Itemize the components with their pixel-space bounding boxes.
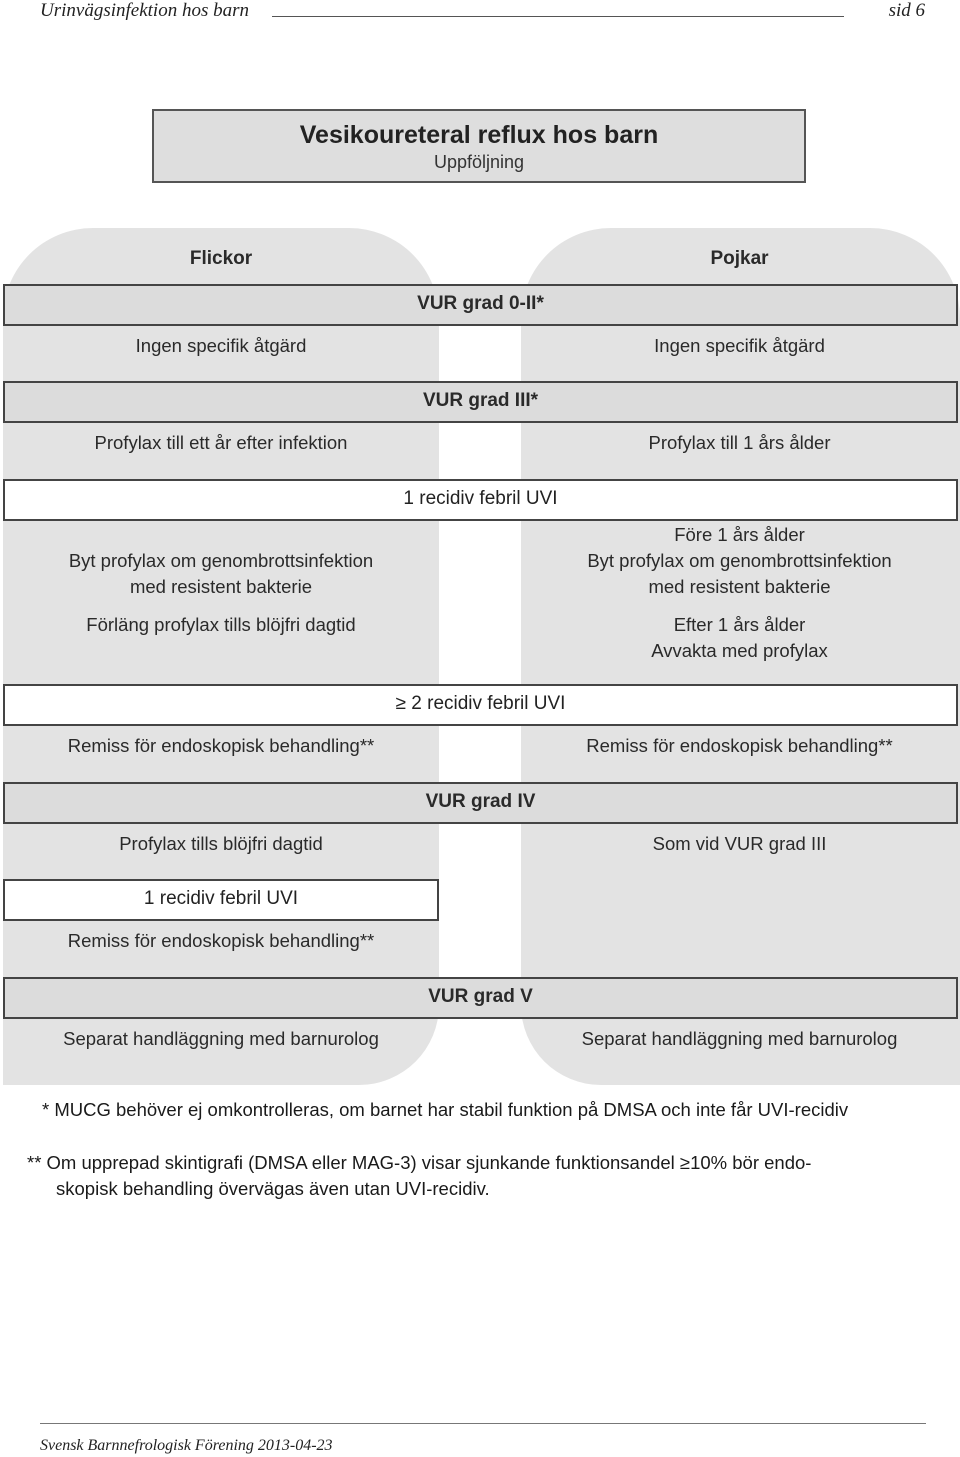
grade-4-recurrence-girls: Remiss för endoskopisk behandling**: [67, 930, 375, 951]
column-heading-girls: Flickor: [189, 248, 253, 269]
footer-rule: [40, 1423, 926, 1424]
page-subtitle: Uppföljning: [433, 152, 525, 172]
recurrence-girls-line-2: med resistent bakterie: [129, 576, 312, 597]
grade-3-girls: Profylax till ett år efter infektion: [94, 432, 348, 453]
section-one-recurrence: 1 recidiv febril UVI: [3, 479, 958, 521]
header-rule: [272, 16, 844, 17]
grade-0-2-girls: Ingen specifik åtgärd: [135, 335, 307, 356]
grade-5-girls: Separat handläggning med barnurolog: [63, 1028, 379, 1049]
footnote-2-line-2: skopisk behandling övervägas även utan UVI-recidiv.: [56, 1178, 490, 1199]
grade-3-boys: Profylax till 1 års ålder: [648, 432, 831, 453]
section-vur-grade-5: VUR grad V: [3, 977, 958, 1019]
title-box: [152, 109, 806, 183]
grade-4-boys: Som vid VUR grad III: [652, 833, 827, 854]
section-vur-grade-3: VUR grad III*: [3, 381, 958, 423]
document-title: Urinvägsinfektion hos barn: [40, 0, 249, 21]
grade-4-girls: Profylax tills blöjfri dagtid: [119, 833, 323, 854]
page-number: sid 6: [888, 0, 925, 21]
footnote-2-line-1: ** Om upprepad skintigrafi (DMSA eller MAG-3) visar sjunkande funktionsandel ≥10% bör endo-: [27, 1152, 812, 1173]
two-recurrences-boys: Remiss för endoskopisk behandling**: [586, 735, 893, 756]
section-vur-grade-4: VUR grad IV: [3, 782, 958, 824]
recurrence-boys-line-2: Byt profylax om genombrottsinfektion: [587, 550, 892, 571]
recurrence-girls-line-1: Byt profylax om genombrottsinfektion: [68, 550, 374, 571]
footnote-1: * MUCG behöver ej omkontrolleras, om barnet har stabil funktion på DMSA och inte får UVI-recidiv: [42, 1099, 849, 1120]
section-vur-grade-0-2: VUR grad 0-II*: [3, 284, 958, 326]
footer-text: Svensk Barnnefrologisk Förening 2013-04-23: [40, 1437, 333, 1454]
recurrence-girls-line-3: Förläng profylax tills blöjfri dagtid: [86, 614, 356, 635]
section-two-recurrences: ≥ 2 recidiv febril UVI: [3, 684, 958, 726]
recurrence-boys-line-3: med resistent bakterie: [648, 576, 831, 597]
page-title: Vesikoureteral reflux hos barn: [299, 121, 659, 149]
grade-4-recurrence-box: 1 recidiv febril UVI: [3, 879, 439, 921]
grade-5-boys: Separat handläggning med barnurolog: [581, 1028, 898, 1049]
two-recurrences-girls: Remiss för endoskopisk behandling**: [67, 735, 375, 756]
column-heading-boys: Pojkar: [710, 248, 769, 269]
recurrence-boys-line-4: Efter 1 års ålder: [673, 614, 806, 635]
grade-0-2-boys: Ingen specifik åtgärd: [654, 335, 825, 356]
recurrence-boys-line-5: Avvakta med profylax: [651, 640, 828, 661]
recurrence-boys-line-1: Före 1 års ålder: [674, 524, 805, 545]
